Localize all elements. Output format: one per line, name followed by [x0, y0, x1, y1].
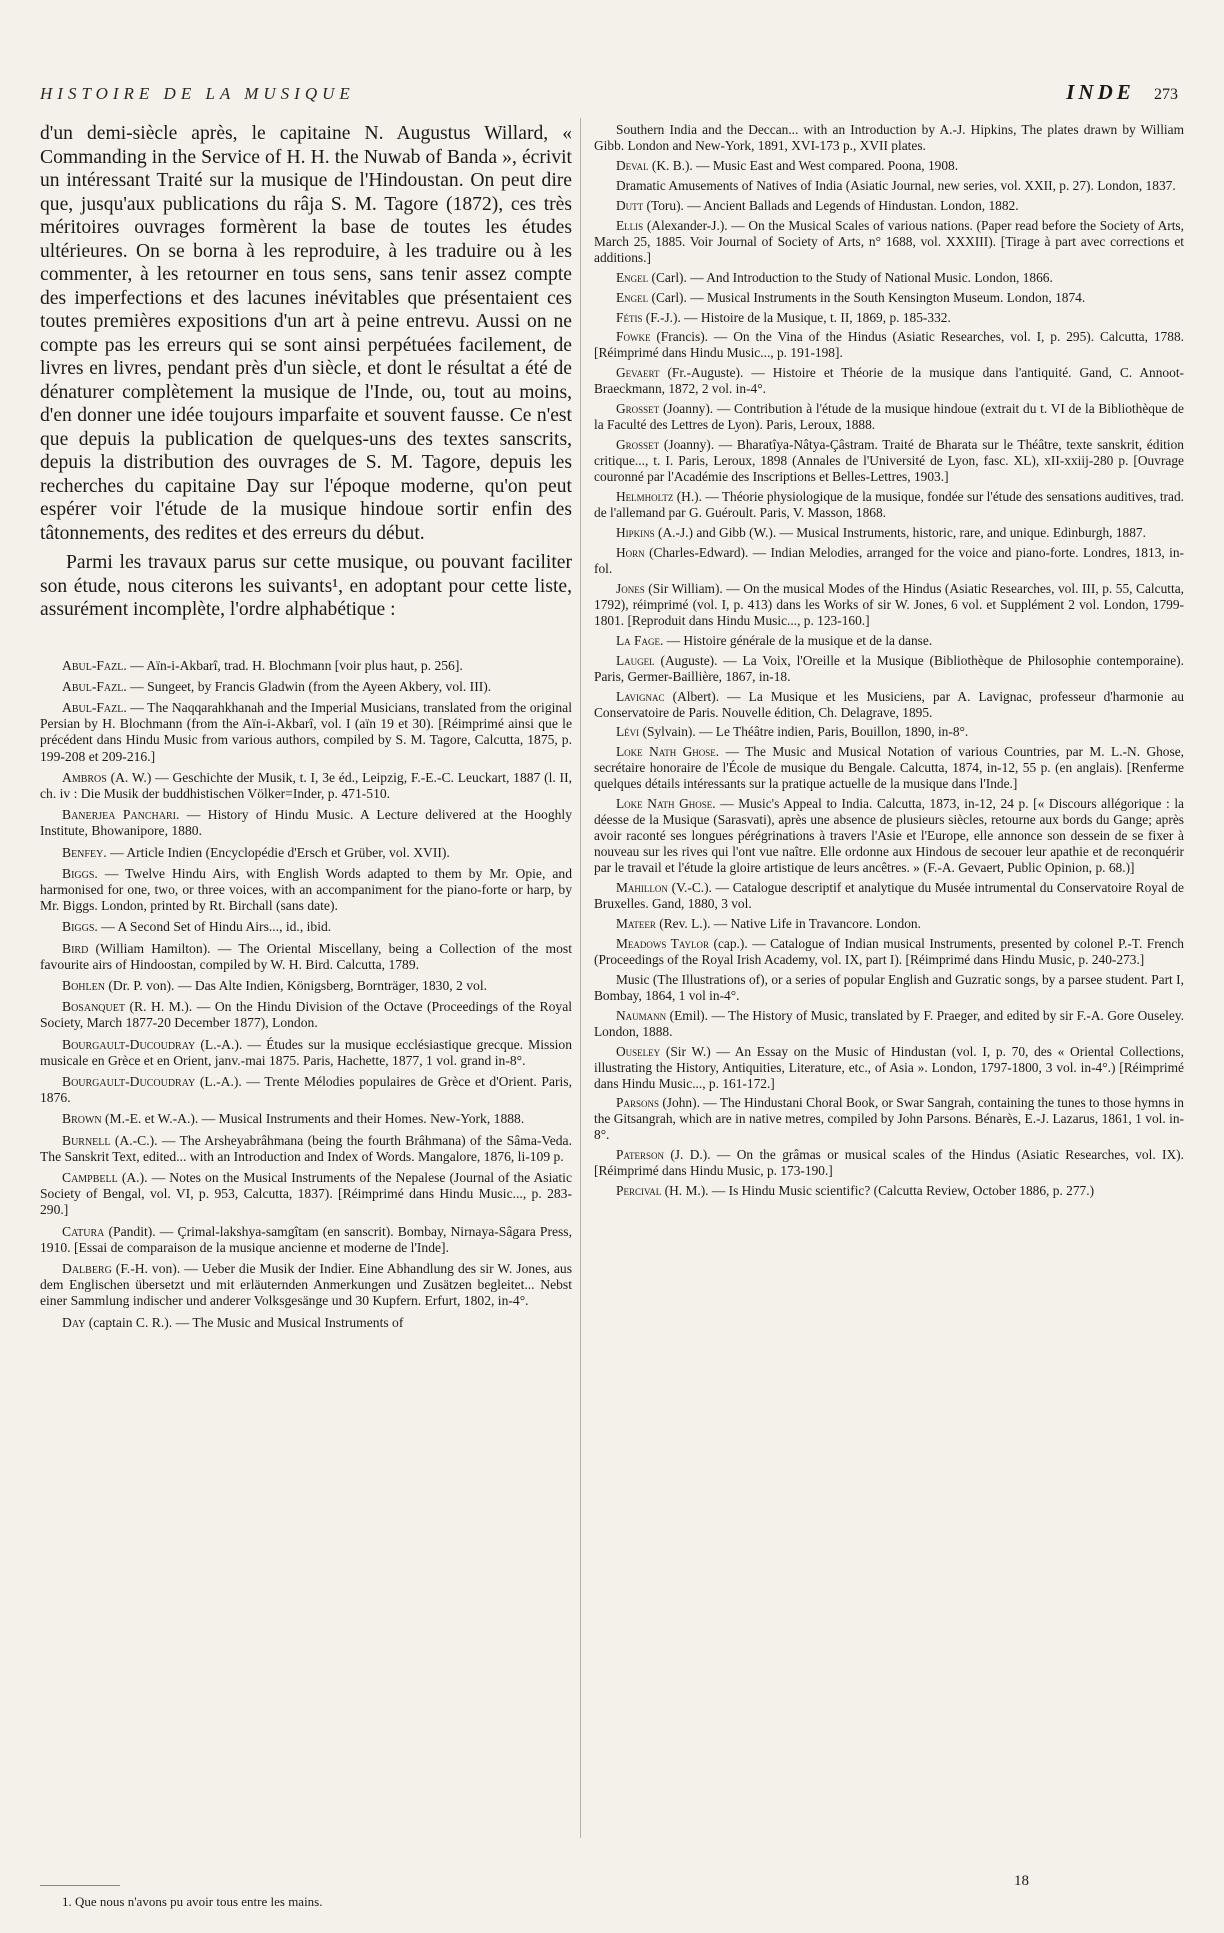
bibliography-entry [594, 1044, 1184, 1092]
entry-text: — Sungeet, by Francis Gladwin (from the Ayeen Akbery, vol. III). [126, 678, 492, 694]
bibliography-entry [594, 1183, 1184, 1199]
entry-author: Percival [616, 1183, 662, 1199]
entry-author: Biggs. [62, 919, 98, 935]
bibliography-entry [594, 633, 1184, 649]
entry-author: Lévi [616, 724, 640, 740]
entry-author: Engel [616, 269, 649, 285]
bibliography-entry [594, 545, 1184, 577]
bibliography-entry [594, 178, 1184, 194]
bibliography-entry [594, 290, 1184, 306]
entry-author: Day [62, 1314, 86, 1330]
bibliography-entry [594, 437, 1184, 485]
bibliography-list [40, 658, 572, 1331]
bibliography-entry [594, 916, 1184, 932]
entry-text: (Joanny). — Contribution à l'étude de la musique hindoue (extrait du t. VI de la Bibliothèque de la Faculté des Lettres de Lyon). Paris, Leroux, 1888. [594, 401, 1184, 433]
entry-author: Grosset [616, 437, 660, 453]
entry-author: Banerjea Panchari. [62, 807, 180, 823]
bibliography-entry [594, 581, 1184, 629]
entry-text: (Pandit). — Çrimal-lakshya-samgîtam (en sanscrit). Bombay, Nirnaya-Sâgara Press, 1910. [Essai de comparaison de la musique ancienne et moderne de l'Inde]. [40, 1223, 572, 1255]
entry-author: Horn [616, 544, 645, 560]
entry-text: (Charles-Edward). — Indian Melodies, arranged for the voice and piano-forte. Londres, 1813, in-fol. [594, 544, 1184, 576]
entry-author: Ambros (A. W.) [62, 769, 152, 785]
entry-text: (Auguste). — La Voix, l'Oreille et la Musique (Bibliothèque de Philosophie contemporaine). Paris, Germer-Baillière, 1867, in-18. [594, 652, 1184, 684]
entry-text: (John). — The Hindustani Choral Book, or Swar Sangrah, containing the tunes to those hymns in the Gitsangrah, which are in native metres, compiled by John Parsons. Bénarès, E.-J. Lazarus, 1861, 1 vol. in-8°. [594, 1095, 1184, 1143]
entry-text: (A.-C.). — The Arsheyabrâhmana (being the fourth Brâhmana) of the Sâma-Veda. The Sanskrit Text, edited... with an Introduction and Index of Words. Mangalore, 1876, li-109 p. [40, 1132, 572, 1164]
entry-text: — Article Indien (Encyclopédie d'Ersch et Grüber, vol. XVII). [106, 844, 450, 860]
bibliography-entry [40, 770, 572, 802]
entry-text: — A Second Set of Hindu Airs..., id., ibid. [97, 919, 332, 935]
entry-text: (F.-H. von). — Ueber die Musik der Indier. Eine Abhandlung des sir W. Jones, aus dem Englischen übersetzt und mit erläuternden Anmerkungen und Zusätzen begleitet... Nebst einer Sammlung indischer und anderer Volksgesänge und 30 Kupfern. Erfurt, 1802, in-4°. [40, 1261, 572, 1309]
bibliography-entry [594, 525, 1184, 541]
bibliography-entry [40, 658, 572, 674]
body-paragraph: d'un demi-siècle après, le capitaine N. Augustus Willard, « Commanding in the Service of H. H. the Nuwab of Banda », écrivit un intéressant Traité sur la musique de l'Hindoustan. On peut dire que, jusqu'aux publications du râja S. M. Tagore (1872), ces très méritoires ouvrages formèrent la base de toutes les études ultérieures. On se borna à les reproduire, à les traduire ou à les commenter, à les retourner en tous sens, sans tenir assez compte des imperfections et des lacunes inévitables que présentaient ces toutes premières expositions d'un art à peine entrevu. Aussi on ne compte pas les erreurs qui se sont ainsi perpétuées facilement, de livres en livres, pendant près d'un siècle, et dont le résultat a été de dénaturer complètement la musique de l'Inde, ou, tout au moins, d'en donner une idée toujours imparfaite et souvent fausse. Ce n'est que depuis la publication de quelques-uns des textes sanscrits, depuis la distribution des ouvrages de S. M. Tagore, depuis les recherches du capitaine Day sur l'époque moderne, qu'on peut espérer voir l'étude de la musique hindoue sortir enfin des tâtonnements, des redites et des erreurs du début. [40, 123, 572, 544]
entry-text: (Albert). — La Musique et les Musiciens, par A. Lavignac, professeur d'harmonie au Conservatoire de Paris. Nouvelle édition, Ch. Delagrave, 1895. [594, 688, 1184, 720]
entry-author: Mahillon [616, 880, 668, 896]
entry-author: Bourgault-Ducoudray [62, 1073, 196, 1089]
entry-text: — The Naqqarahkhanah and the Imperial Musicians, translated from the original Persian by H. Blochmann (from the Aïn-i-Akbarî, vol. I (aïn 19 et 30). [Réimprimé ainsi que le précédent dans Hindu Music from various authors, compiled by S. M. Tagore, Calcutta, 1875, p. 199-208 et 209-216.] [40, 699, 572, 764]
entry-text: — History of Hindu Music. A Lecture delivered at the Hooghly Institute, Bhowanipore, 1880. [40, 807, 572, 839]
bibliography-entry [594, 122, 1184, 154]
entry-author: Parsons [616, 1095, 659, 1111]
bibliography-entry [594, 310, 1184, 326]
running-title: HISTOIRE DE LA MUSIQUE [40, 84, 355, 103]
entry-author: Ellis [616, 217, 644, 233]
entry-author: Campbell [62, 1169, 118, 1185]
entry-author: Fétis [616, 309, 643, 325]
left-column [40, 122, 572, 1336]
bibliography-entry [594, 1095, 1184, 1143]
bibliography-entry [594, 724, 1184, 740]
entry-author: Benfey. [62, 844, 107, 860]
entry-author: Bourgault-Ducoudray [62, 1036, 196, 1052]
entry-text: (V.-C.). — Catalogue descriptif et analytique du Musée intrumental du Conservatoire Royal de Bruxelles. Gand, 1880, 3 vol. [594, 880, 1184, 911]
entry-author: Brown [62, 1111, 102, 1127]
section-title: INDE [1066, 80, 1135, 104]
entry-text: (Fr.-Auguste). — Histoire et Théorie de la musique dans l'antiquité. Gand, C. Annoot-Braeckmann, 1872, 2 vol. in-4°. [594, 365, 1184, 397]
bibliography-entry [40, 845, 572, 861]
entry-author: Grosset [616, 401, 660, 417]
entry-author: Catura [62, 1223, 105, 1239]
bibliography-entry [40, 1315, 572, 1331]
entry-author: Hipkins [616, 524, 655, 540]
entry-author: Bohlen [62, 977, 105, 993]
bibliography-entry [40, 941, 572, 973]
entry-text: — Twelve Hindu Airs, with English Words adapted to them by Mr. Opie, and harmonised for one, two, or three voices, with an accompaniment for the piano-forte or harp, by Mr. Biggs. London, printed by Rt. Birchall (sans date). [40, 865, 572, 914]
entry-author: Biggs. [62, 865, 98, 881]
entry-author: Jones [616, 580, 645, 596]
entry-author: Helmholtz [616, 489, 674, 505]
bibliography-entry [40, 1133, 572, 1165]
entry-text: (L.-A.). — Études sur la musique ecclésiastique grecque. Mission musicale en Grèce et en Orient, janv.-mai 1875. Paris, Hachette, 1877, 1 vol. grand in-8°. [40, 1036, 572, 1068]
entry-author: Fowke [616, 329, 651, 345]
entry-text: (Francis). — On the Vina of the Hindus (Asiatic Researches, vol. I, p. 295). Calcutta, 1788. [Réimprimé dans Hindu Music..., p. 191-198]. [594, 329, 1184, 361]
bibliography-entry [40, 999, 572, 1031]
bibliography-entry [594, 689, 1184, 721]
entry-author: Ouseley [616, 1043, 661, 1059]
bibliography-entry [594, 880, 1184, 912]
bibliography-entry [40, 866, 572, 915]
entry-author: La Fage. [616, 632, 664, 648]
bibliography-list [594, 122, 1184, 1199]
entry-text: (Carl). — And Introduction to the Study of National Music. London, 1866. [648, 269, 1053, 285]
entry-author: Laugel [616, 652, 655, 668]
entry-text: — Geschichte der Musik, t. I, 3e éd., Leipzig, F.-E.-C. Leuckart, 1887 (l. II, ch. iv : Die Musik der buddhistischen Völker=Inder, p. 471-510. [40, 769, 572, 801]
entry-author: Burnell [62, 1132, 111, 1148]
entry-author: Mateer [616, 915, 656, 931]
entry-author: Deval [616, 157, 649, 173]
entry-text: (A.). — Notes on the Musical Instruments of the Nepalese (Journal of the Asiatic Society of Bengal, vol. VI, p. 953, Calcutta, 1837). [Réimprimé dans Hindu Music..., p. 283-290.] [40, 1169, 572, 1218]
bibliography-entry [594, 198, 1184, 214]
bibliography-entry [40, 919, 572, 935]
entry-text: (William Hamilton). — The Oriental Miscellany, being a Collection of the most favourite airs of Hindoostan, compiled by W. H. Bird. Calcutta, 1789. [40, 940, 572, 972]
entry-text: (A.-J.) and Gibb (W.). — Musical Instruments, historic, rare, and unique. Edinburgh, 1887. [654, 524, 1146, 540]
entry-text: — Music's Appeal to India. Calcutta, 1873, in-12, 24 p. [« Discours allégorique : la déesse de la Musique (Sarasvati), après une absence de plusieurs siècles, retourne aux bords du Gange; après avoir raconté ses longues pérégrinations à travers l'Asie et l'Europe, elle annonce son dessein de se fixer à nouveau sur les rives qui l'ont vue naître. Elle ordonne aux Hindous de secouer leur apathie et de reconquérir par le travail et l'étude la gloire artistique de leurs ancêtres. » (F.-A. Gevaert, Public Opinion, p. 68.)] [594, 796, 1184, 876]
entry-text: (Carl). — Musical Instruments in the South Kensington Museum. London, 1874. [648, 289, 1086, 305]
bibliography-entry [40, 700, 572, 765]
entry-author: Abul-Fazl. [62, 678, 127, 694]
entry-author: Engel [616, 289, 649, 305]
bibliography-entry [594, 1008, 1184, 1040]
entry-author: Dutt [616, 197, 644, 213]
entry-text: (Rev. L.). — Native Life in Travancore. London. [655, 915, 921, 931]
bibliography-entry [594, 936, 1184, 968]
page-number: 273 [1154, 86, 1178, 103]
entry-text: (R. H. M.). — On the Hindu Division of the Octave (Proceedings of the Royal Society, March 1877-20 December 1877), London. [40, 999, 572, 1031]
bibliography-entry [40, 1074, 572, 1106]
bibliography-entry [40, 1111, 572, 1127]
bibliography-entry [594, 489, 1184, 521]
entry-text: (H. M.). — Is Hindu Music scientific? (Calcutta Review, October 1886, p. 277.) [661, 1183, 1095, 1199]
bibliography-entry [594, 972, 1184, 1004]
bibliography-entry [594, 270, 1184, 286]
bibliography-entry [594, 653, 1184, 685]
entry-text: (M.-E. et W.-A.). — Musical Instruments and their Homes. New-York, 1888. [101, 1111, 525, 1127]
entry-author: Dalberg [62, 1261, 112, 1276]
bibliography-entry [594, 1147, 1184, 1179]
bibliography-entry [594, 401, 1184, 433]
entry-text: — The Music and Musical Notation of various Countries, par M. L.-N. Ghose, secrétaire honoraire de l'École de musique du Bengale. Calcutta, 1874, in-12, 55 p. (en anglais). [Renferme quelques détails intéressants sur la pratique actuelle de la musique dans l'Inde.] [594, 744, 1185, 792]
entry-author: Lavignac [616, 688, 665, 704]
entry-author: Naumann [616, 1007, 667, 1023]
entry-author: Gevaert [616, 365, 660, 381]
bibliography-entry [594, 744, 1184, 792]
bibliography-entry [40, 1170, 572, 1219]
bibliography-entry [40, 1224, 572, 1256]
bibliography-entry [40, 679, 572, 695]
entry-text: Dramatic Amusements of Natives of India (Asiatic Journal, new series, vol. XXII, p. 27). London, 1837. [616, 177, 1176, 193]
entry-text: — Aïn-i-Akbarî, trad. H. Blochmann [voir plus haut, p. 256]. [126, 657, 463, 673]
bibliography-entry [40, 978, 572, 994]
entry-author: Abul-Fazl. [62, 699, 127, 715]
bibliography-entry [40, 807, 572, 839]
bibliography-entry [594, 218, 1184, 266]
entry-text: (captain C. R.). — The Music and Musical Instruments of [85, 1314, 404, 1330]
body-paragraph: Parmi les travaux parus sur cette musique, ou pouvant faciliter son étude, nous citerons les suivants¹, en adoptant pour cette liste, assurément incomplète, l'ordre alphabétique : [40, 552, 572, 620]
entry-text: Southern India and the Deccan... with an Introduction by A.-J. Hipkins, The plates drawn by William Gibb. London and New-York, 1891, XVI-173 p., XVII plates. [594, 122, 1184, 153]
entry-text: (H.). — Théorie physiologique de la musique, fondée sur l'étude des sensations auditives, trad. de l'allemand par G. Guéroult. Paris, V. Masson, 1868. [594, 489, 1184, 521]
entry-text: (Emil). — The History of Music, translated by F. Praeger, and edited by sir F.-A. Gore Ouseley. London, 1888. [594, 1007, 1184, 1039]
entry-text: (cap.). — Catalogue of Indian musical Instruments, presented by colonel P.-T. French (Proceedings of the Royal Irish Academy, vol. IX, part I). [Réimprimé dans Hindu Music, p. 240-273.] [594, 935, 1184, 967]
right-column [594, 122, 1184, 1203]
entry-text: (K. B.). — Music East and West compared. Poona, 1908. [648, 157, 959, 173]
bibliography-entry [40, 1037, 572, 1069]
bibliography-entry [40, 1261, 572, 1310]
footnote: 1. Que nous n'avons pu avoir tous entre les mains. [62, 1894, 323, 1909]
entry-author: Bosanquet [62, 999, 125, 1015]
entry-text: (Sir W.) — An Essay on the Music of Hindustan (vol. I, p. 70, des « Oriental Collections, illustrating the History, Antiquities, Literature, etc., of Asia ». London, 1797-1800, 3 vol. in-4°.) [Réimprimé dans Hindu Music..., p. 161-172.] [594, 1043, 1184, 1091]
entry-text: (F.-J.). — Histoire de la Musique, t. II, 1869, p. 185-332. [642, 309, 951, 325]
entry-author: Meadows Taylor [616, 935, 710, 951]
entry-text: (J. D.). — On the grâmas or musical scales of the Hindus (Asiatic Researches, vol. IX). [Réimprimé dans Hindu Music, p. 173-190.] [594, 1147, 1184, 1179]
entry-author: Bird [62, 940, 89, 956]
entry-text: (Joanny). — Bharatîya-Nâtya-Çâstram. Traité de Bharata sur le Théâtre, texte sanskrit, édition critique..., t. I. Paris, Leroux, 1898 (Annales de l'Université de Lyon, fasc. XL), xII-xxiij-280 p. [Ouvrage couronné par l'Académie des Inscriptions et Belles-Lettres, 1903.] [594, 437, 1184, 485]
entry-text: (Dr. P. von). — Das Alte Indien, Königsberg, Bornträger, 1830, 2 vol. [104, 977, 488, 993]
entry-text: Music (The Illustrations of), or a series of popular English and Guzratic songs, by a parsee student. Part I, Bombay, 1864, 1 vol in-4°. [594, 971, 1184, 1003]
column-divider [580, 118, 581, 1838]
entry-text: (L.-A.). — Trente Mélodies populaires de Grèce et d'Orient. Paris, 1876. [40, 1073, 572, 1106]
entry-text: — Histoire générale de la musique et de la danse. [663, 632, 933, 648]
entry-text: (Sir William). — On the musical Modes of the Hindus (Asiatic Researches, vol. III, p. 55, Calcutta, 1792), réimprimé (vol. I, p. 413) dans les Works of sir W. Jones, 6 vol. et Supplément 2 vol. London, 1799-1801. [Reproduit dans Hindu Music..., p. 123-160.] [594, 580, 1184, 628]
entry-author: Abul-Fazl. [62, 657, 127, 673]
page-header-right [1066, 80, 1178, 105]
bibliography-entry [594, 329, 1184, 361]
entry-author: Loke Nath Ghose. [616, 796, 716, 812]
entry-text: (Toru). — Ancient Ballads and Legends of Hindustan. London, 1882. [643, 197, 1019, 213]
bibliography-entry [594, 158, 1184, 174]
entry-author: Loke Nath Ghose. [616, 744, 720, 760]
entry-text: (Alexander-J.). — On the Musical Scales of various nations. (Paper read before the Society of Arts, March 25, 1885. Voir Journal of Society of Arts, n° 1688, vol. XXXIII). [Tirage à part avec corrections et additions.] [594, 217, 1184, 265]
bibliography-entry [594, 365, 1184, 397]
bibliography-entry [594, 796, 1184, 876]
entry-author: Paterson [616, 1147, 664, 1163]
signature-mark: 18 [1014, 1873, 1029, 1889]
entry-text: (Sylvain). — Le Théâtre indien, Paris, Bouillon, 1890, in-8°. [639, 724, 969, 740]
footnote-rule [40, 1885, 120, 1886]
